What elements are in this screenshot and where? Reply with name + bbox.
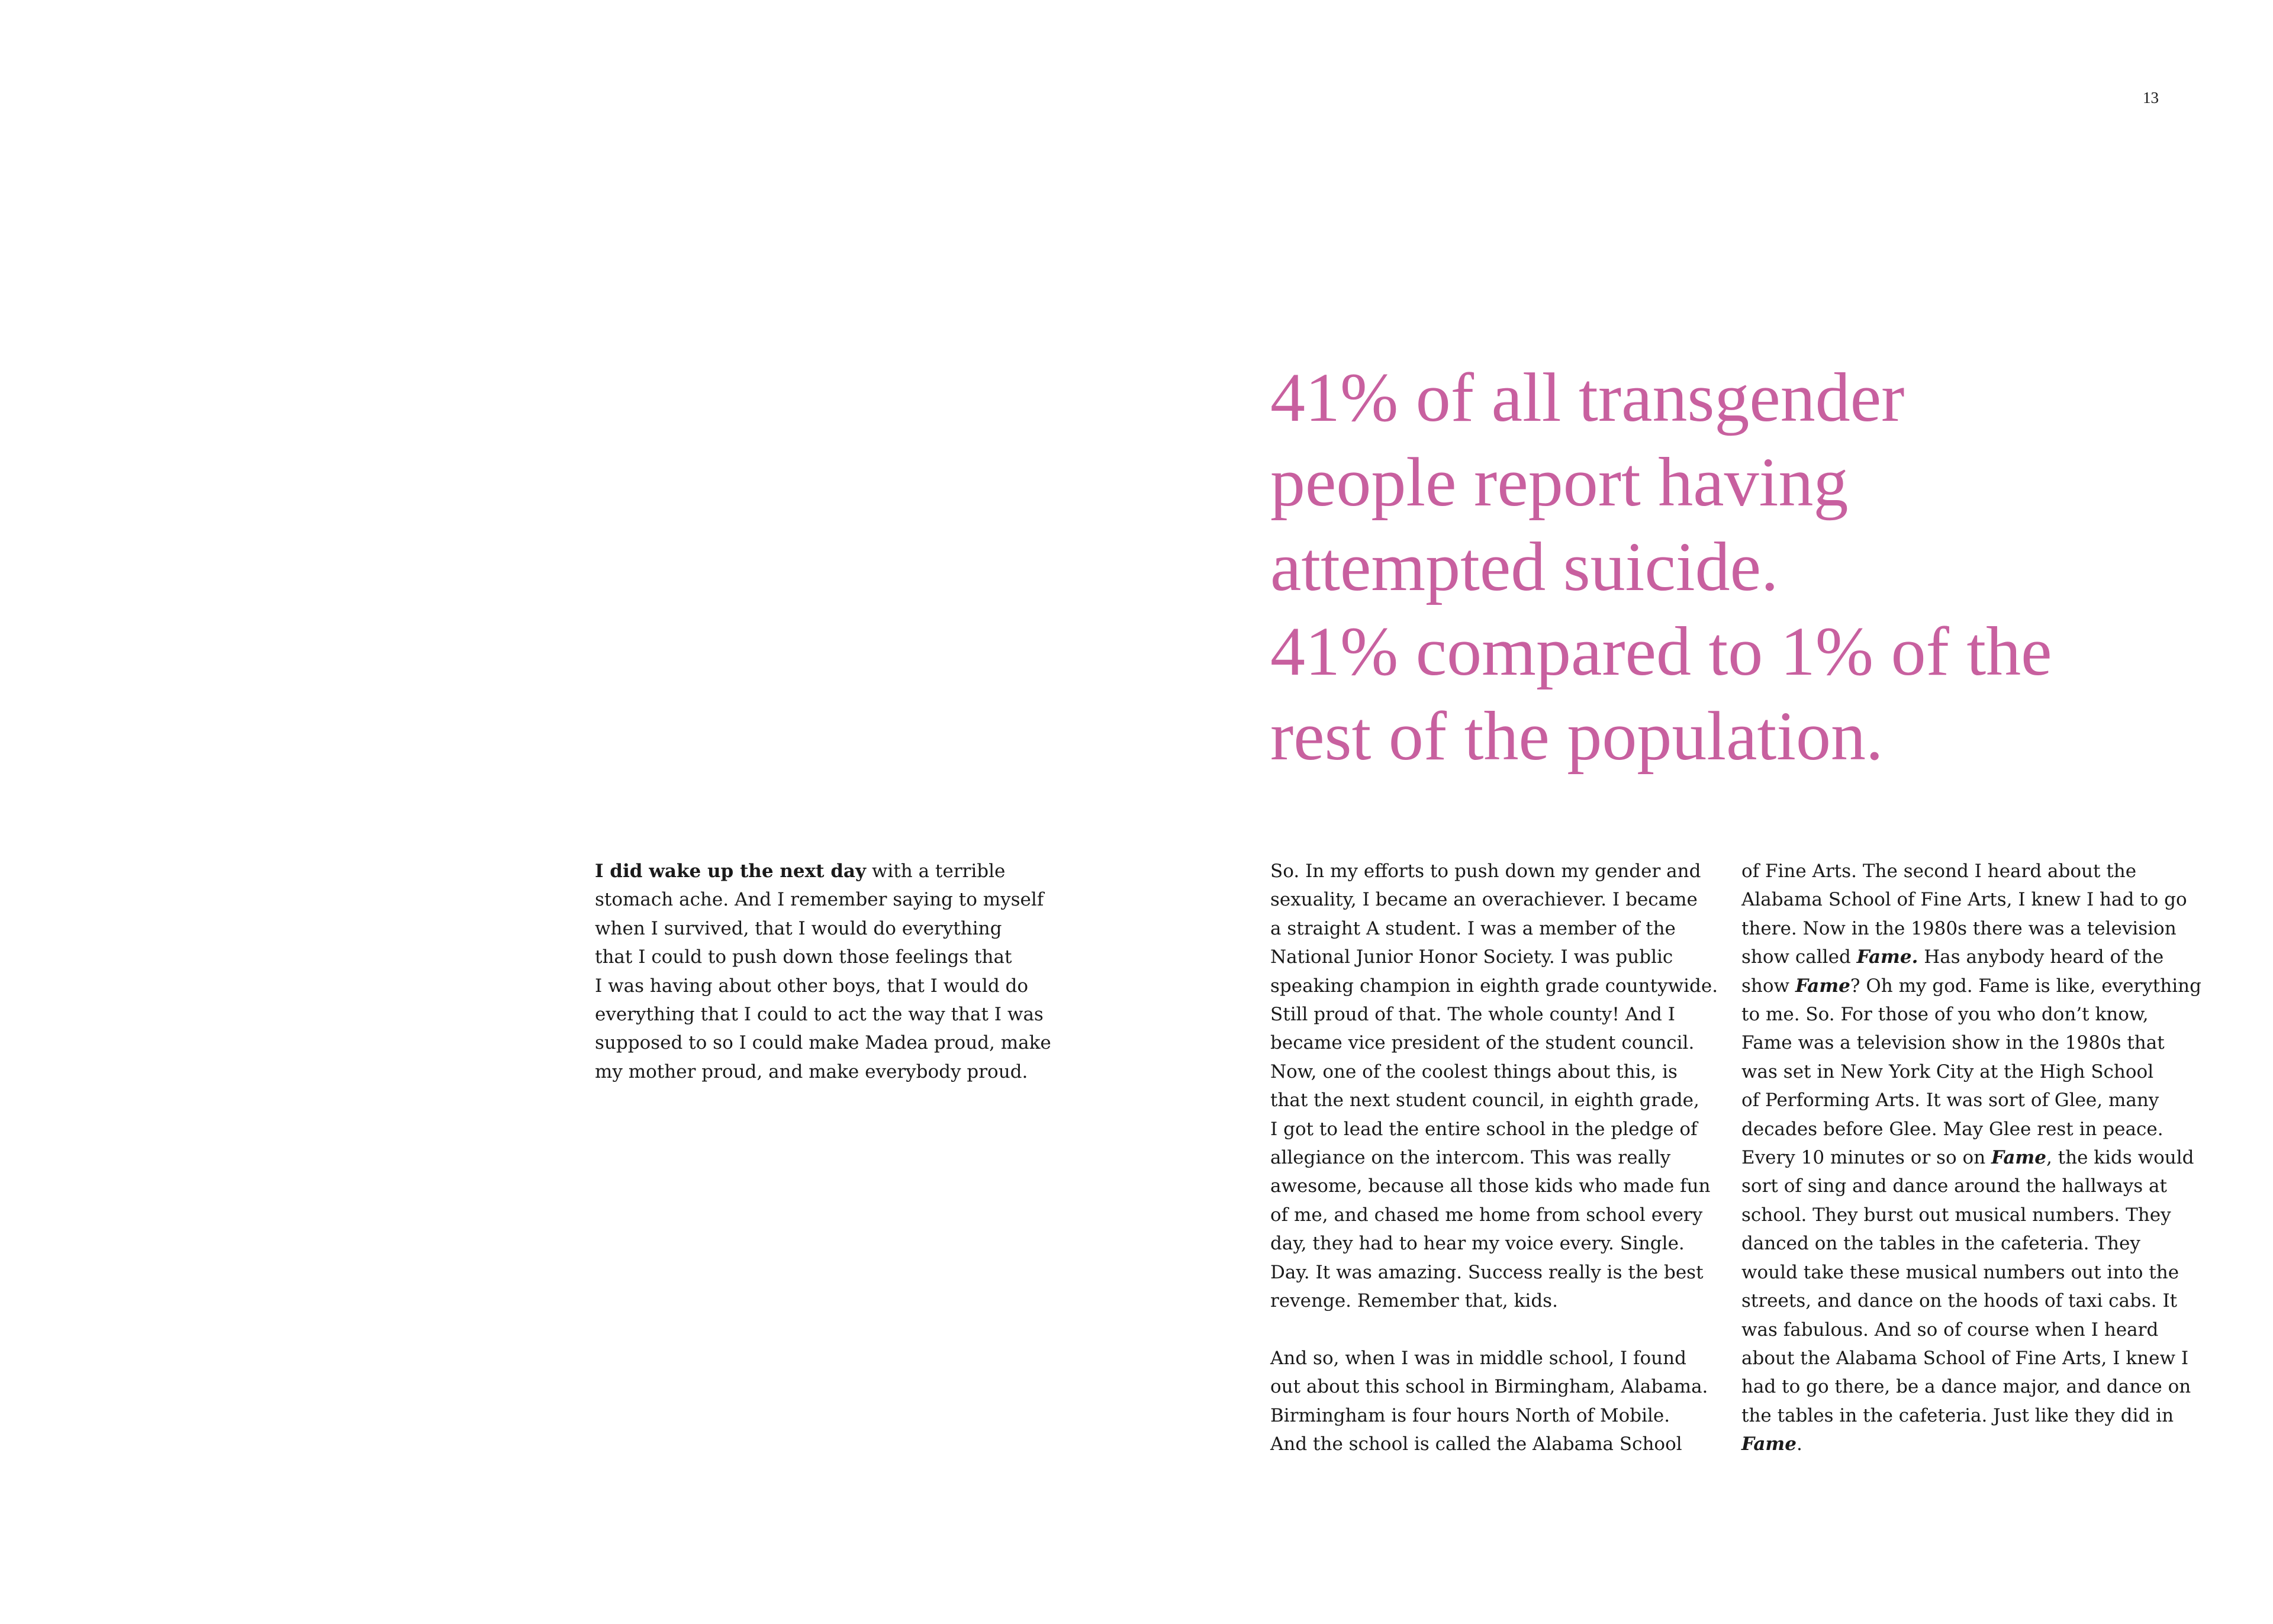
body-line: stomach ache. And I remember saying to myself xyxy=(595,889,1044,911)
body-text: Has anybody heard of the xyxy=(1918,946,2164,968)
page-number: 13 xyxy=(2143,89,2159,107)
body-line: the tables in the cafeteria. Just like they did in xyxy=(1741,1404,2174,1426)
body-line: Alabama School of Fine Arts, I knew I had to go xyxy=(1741,889,2187,911)
body-line xyxy=(1741,943,2245,971)
body-text: Every 10 minutes or so on xyxy=(1741,1147,1992,1169)
body-line: everything that I could to act the way that I was xyxy=(595,1004,1044,1026)
body-line: allegiance on the intercom. This was really xyxy=(1270,1147,1671,1169)
body-line: sort of sing and dance around the hallways at xyxy=(1741,1175,2167,1197)
body-line: So. In my efforts to push down my gender and xyxy=(1270,861,1701,882)
body-line: of Performing Arts. It was sort of Glee, many xyxy=(1741,1090,2159,1111)
body-line xyxy=(595,857,1045,885)
body-text: . xyxy=(1796,1433,1802,1455)
body-line: revenge. Remember that, kids. xyxy=(1270,1290,1558,1312)
body-line: Now, one of the coolest things about this, is xyxy=(1270,1061,1678,1082)
body-line: that the next student council, in eighth grade, xyxy=(1270,1090,1699,1111)
body-line: when I survived, that I would do everything xyxy=(595,917,1002,939)
body-column-1 xyxy=(595,857,1051,1086)
body-line: Still proud of that. The whole county! And I xyxy=(1270,1004,1675,1026)
body-line: of me, and chased me home from school every xyxy=(1270,1204,1703,1226)
body-line: about the Alabama School of Fine Arts, I knew I xyxy=(1741,1347,2189,1369)
body-line: of Fine Arts. The second I heard about the xyxy=(1741,861,2137,882)
lead-in-bold: I did wake up the next day xyxy=(595,861,866,882)
body-line: was set in New York City at the High School xyxy=(1741,1061,2154,1082)
body-text: , the kids would xyxy=(2046,1147,2194,1169)
body-line: I was having about other boys, that I would do xyxy=(595,975,1029,997)
body-line: And so, when I was in middle school, I found xyxy=(1270,1347,1686,1369)
body-line: had to go there, be a dance major, and dance on xyxy=(1741,1376,2191,1398)
body-line: would take these musical numbers out into the xyxy=(1741,1261,2179,1283)
body-line: school. They burst out musical numbers. They xyxy=(1741,1204,2171,1226)
paragraph-break xyxy=(1270,1316,1738,1344)
body-line: Day. It was amazing. Success really is the best xyxy=(1270,1261,1704,1283)
pull-quote-line: people report having xyxy=(1270,443,1849,521)
body-line xyxy=(1741,1143,2245,1172)
body-line: a straight A student. I was a member of the xyxy=(1270,917,1676,939)
body-column-2 xyxy=(1270,857,1738,1459)
body-line: to me. So. For those of you who don’t know, xyxy=(1741,1004,2149,1026)
show-title: Fame xyxy=(1795,975,1850,997)
pull-quote xyxy=(1270,355,2247,778)
body-line: sexuality, I became an overachiever. I became xyxy=(1270,889,1698,911)
body-line: I got to lead the entire school in the pledge of xyxy=(1270,1118,1698,1140)
body-line: supposed to so I could make Madea proud, make xyxy=(595,1032,1051,1054)
body-line: day, they had to hear my voice every. Single. xyxy=(1270,1233,1685,1255)
body-line: became vice president of the student council. xyxy=(1270,1032,1695,1054)
pull-quote-line: 41% of all transgender xyxy=(1270,359,1905,436)
body-line: danced on the tables in the cafeteria. They xyxy=(1741,1233,2140,1255)
body-text: show called xyxy=(1741,946,1857,968)
body-text: ? Oh my god. Fame is like, everything xyxy=(1850,975,2201,997)
body-line: there. Now in the 1980s there was a television xyxy=(1741,917,2177,939)
pull-quote-line: rest of the population. xyxy=(1270,697,1884,775)
show-title: Fame xyxy=(1991,1147,2046,1169)
body-text: show xyxy=(1741,975,1795,997)
body-line: that I could to push down those feelings that xyxy=(595,946,1012,968)
body-line: awesome, because all those kids who made fun xyxy=(1270,1175,1711,1197)
body-line: my mother proud, and make everybody proud. xyxy=(595,1061,1028,1082)
body-line: Fame was a television show in the 1980s that xyxy=(1741,1032,2165,1054)
body-column-3 xyxy=(1741,857,2245,1459)
body-text: with a terrible xyxy=(866,861,1006,882)
body-line: speaking champion in eighth grade countywide. xyxy=(1270,975,1718,997)
pull-quote-line: attempted suicide. xyxy=(1270,528,1779,605)
body-line: National Junior Honor Society. I was public xyxy=(1270,946,1673,968)
body-line: And the school is called the Alabama School xyxy=(1270,1433,1682,1455)
body-line xyxy=(1741,972,2245,1000)
show-title: Fame xyxy=(1741,1433,1796,1455)
body-line xyxy=(1741,1430,2245,1458)
show-title: Fame. xyxy=(1856,946,1918,968)
body-line: Birmingham is four hours North of Mobile. xyxy=(1270,1404,1670,1426)
body-line: decades before Glee. May Glee rest in peace. xyxy=(1741,1118,2163,1140)
body-line: streets, and dance on the hoods of taxi cabs. It xyxy=(1741,1290,2178,1312)
body-line: was fabulous. And so of course when I heard xyxy=(1741,1319,2159,1341)
pull-quote-line: 41% compared to 1% of the xyxy=(1270,613,2052,690)
body-line: out about this school in Birmingham, Alabama. xyxy=(1270,1376,1708,1398)
